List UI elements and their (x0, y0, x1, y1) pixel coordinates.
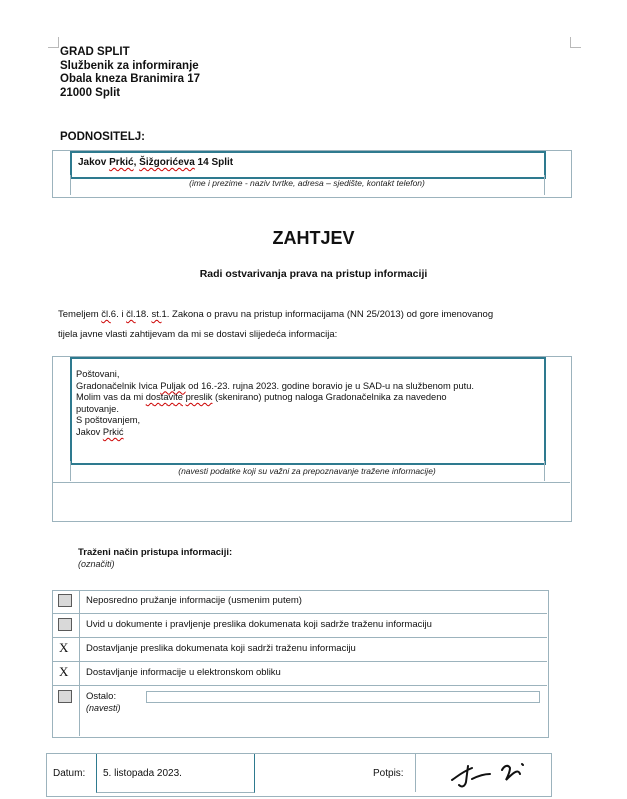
sender-line: 21000 Split (60, 86, 121, 99)
document-title: ZAHTJEV (272, 228, 355, 248)
sender-line: GRAD SPLIT (60, 46, 130, 58)
request-hint: (navesti podatke koji su važni za prepoznavanje tražene informacije) (178, 466, 436, 476)
option-label: Neposredno pružanje informacije (usmenim putem) (86, 595, 302, 606)
page-corner-mark (48, 37, 59, 48)
option-label: Dostavljanje informacije u elektronskom obliku (86, 667, 281, 678)
sender-line: Službenik za informiranje (60, 59, 199, 72)
other-hint: (navesti) (86, 703, 121, 713)
option-checkbox[interactable] (58, 690, 72, 703)
option-label: Dostavljanje preslika dokumenata koji sadrži traženu informaciju (86, 643, 356, 654)
option-checkbox[interactable] (58, 618, 72, 631)
date-label: Datum: (53, 768, 86, 779)
option-label: Ostalo: (86, 691, 117, 702)
applicant-name: Jakov Prkić, Šižgorićeva 14 Split (78, 157, 234, 168)
applicant-hint: (ime i prezime - naziv tvrtke, adresa – sjedište, kontakt telefon) (189, 178, 425, 188)
intro-paragraph (58, 305, 578, 345)
option-checkbox-checked[interactable]: X (59, 664, 69, 679)
page-corner-mark (570, 37, 581, 48)
applicant-label: PODNOSITELJ: (60, 131, 145, 143)
date-value: 5. listopada 2023. (103, 768, 182, 779)
option-checkbox[interactable] (58, 594, 72, 607)
sender-line: Obala kneza Branimira 17 (60, 73, 200, 85)
option-checkbox-checked[interactable]: X (59, 640, 69, 655)
access-subtitle: (označiti) (78, 559, 115, 569)
intro-line: tijela javne vlasti zahtijevam da mi se dostavi slijedeća informacija: (58, 329, 338, 340)
request-text: Poštovani, Gradonačelnik Ivica Puljak od 16.-23. rujna 2023. godine boravio je u SAD-u na službenom putu. Molim vas da mi dostavite preslik (skenirano) putnog naloga Gradonačelnika za navedeno putovanje. S poštovanjem, Jakov Prkić (76, 369, 474, 437)
access-title: Traženi način pristupa informaciji: (78, 547, 233, 558)
intro-line: Temeljem čl.6. i čl.18. st.1. Zakona o pravu na pristup informacijama (NN 25/2013) od gore imenovanog (58, 309, 494, 320)
signature-label: Potpis: (373, 768, 404, 779)
sender-address (60, 46, 200, 100)
document-subtitle: Radi ostvarivanja prava na pristup informaciji (199, 268, 428, 280)
other-input[interactable] (146, 691, 540, 703)
signature-image (448, 752, 534, 792)
option-label: Uvid u dokumente i pravljenje preslika dokumenata koji sadrže traženu informaciju (86, 619, 432, 630)
